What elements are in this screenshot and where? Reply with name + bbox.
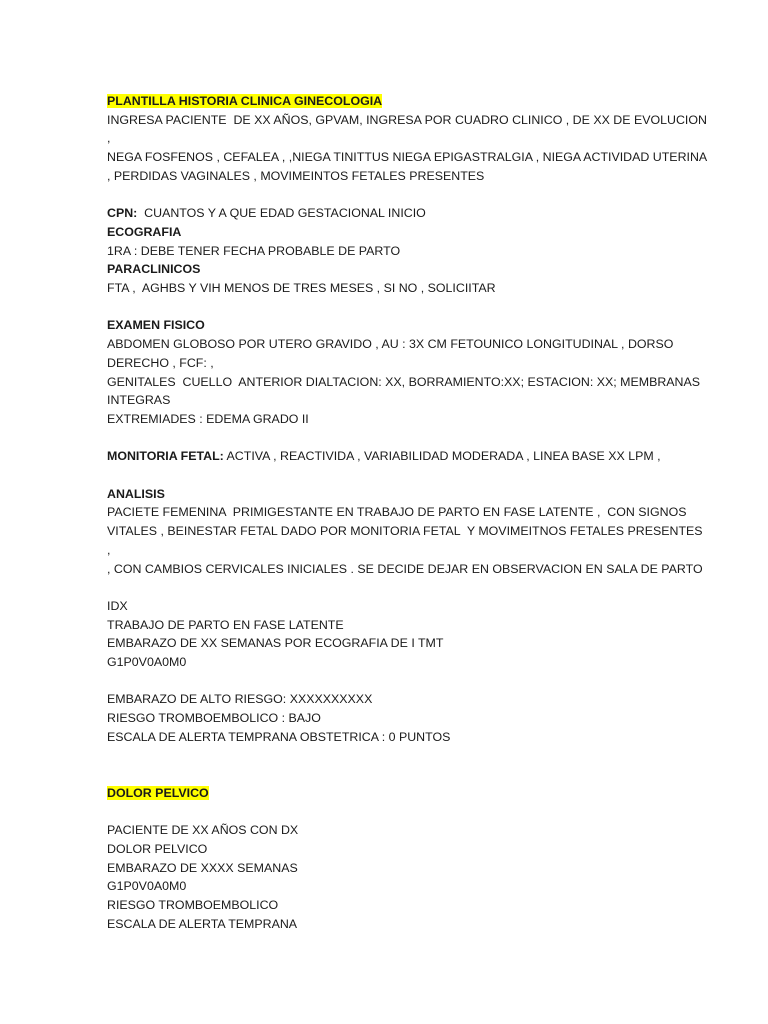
idx-line-1: IDX	[107, 598, 128, 613]
examen-label: EXAMEN FISICO	[107, 318, 205, 333]
monitoria-line	[107, 447, 708, 466]
analisis-line-2: VITALES , BEINESTAR FETAL DADO POR MONITORIA FETAL Y MOVIMEITNOS FETALES PRESENTES ,	[107, 524, 707, 557]
highlighted-title: DOLOR PELVICO	[107, 785, 209, 800]
dolor-line-3: EMBARAZO DE XXXX SEMANAS	[107, 860, 298, 875]
spacer	[107, 298, 708, 317]
examen-line-4: INTEGRAS	[107, 393, 171, 408]
dolor-line-4: G1P0V0A0M0	[107, 879, 187, 894]
cpn-line	[107, 204, 708, 223]
spacer	[107, 672, 708, 691]
examen-line-3: GENITALES CUELLO ANTERIOR DIALTACION: XX, BORRAMIENTO:XX; ESTACION: XX; MEMBRANAS	[107, 374, 701, 389]
spacer	[107, 429, 708, 448]
monitoria-text: ACTIVA , REACTIVIDA , VARIABILIDAD MODERADA , LINEA BASE XX LPM ,	[223, 449, 661, 464]
analisis-line-3: , CON CAMBIOS CERVICALES INICIALES . SE DECIDE DEJAR EN OBSERVACION EN SALA DE PARTO	[107, 561, 703, 576]
analisis-label: ANALISIS	[107, 486, 165, 501]
intro-line-2: NEGA FOSFENOS , CEFALEA , ,NIEGA TINITTUS NIEGA EPIGASTRALGIA , NIEGA ACTIVIDAD UTERINA	[107, 150, 708, 165]
heading-plantilla	[107, 92, 708, 111]
spacer	[107, 747, 708, 784]
ecografia-label: ECOGRAFIA	[107, 224, 182, 239]
examen-line-1: ABDOMEN GLOBOSO POR UTERO GRAVIDO , AU : 3X CM FETOUNICO LONGITUDINAL , DORSO	[107, 337, 674, 352]
intro-line-3: , PERDIDAS VAGINALES , MOVIMEINTOS FETALES PRESENTES	[107, 168, 485, 183]
dolor-line-1: PACIENTE DE XX AÑOS CON DX	[107, 823, 299, 838]
idx-line-3: EMBARAZO DE XX SEMANAS POR ECOGRAFIA DE I TMT	[107, 636, 444, 651]
heading-dolor-pelvico	[107, 784, 708, 803]
riesgo-line-2: RIESGO TROMBOEMBOLICO : BAJO	[107, 711, 321, 726]
paraclinicos-text: FTA , AGHBS Y VIH MENOS DE TRES MESES , SI NO , SOLICIITAR	[107, 281, 496, 296]
idx-line-4: G1P0V0A0M0	[107, 655, 187, 670]
intro-line-1: INGRESA PACIENTE DE XX AÑOS, GPVAM, INGRESA POR CUADRO CLINICO , DE XX DE EVOLUCION ,	[107, 112, 711, 146]
cpn-label: CPN:	[107, 206, 138, 221]
spacer	[107, 186, 708, 205]
highlighted-title: PLANTILLA HISTORIA CLINICA GINECOLOGIA	[107, 94, 383, 108]
dolor-line-6: ESCALA DE ALERTA TEMPRANA	[107, 916, 298, 931]
examen-line-2: DERECHO , FCF: ,	[107, 355, 214, 370]
analisis-line-1: PACIETE FEMENINA PRIMIGESTANTE EN TRABAJO DE PARTO EN FASE LATENTE , CON SIGNOS	[107, 505, 687, 520]
dolor-line-5: RIESGO TROMBOEMBOLICO	[107, 898, 279, 913]
spacer	[107, 803, 708, 822]
riesgo-line-1: EMBARAZO DE ALTO RIESGO: XXXXXXXXXX	[107, 692, 373, 707]
riesgo-line-3: ESCALA DE ALERTA TEMPRANA OBSTETRICA : 0 PUNTOS	[107, 729, 451, 744]
spacer	[107, 466, 708, 485]
paraclinicos-label: PARACLINICOS	[107, 262, 201, 277]
idx-line-2: TRABAJO DE PARTO EN FASE LATENTE	[107, 617, 344, 632]
ecografia-text: 1RA : DEBE TENER FECHA PROBABLE DE PARTO	[107, 243, 401, 258]
cpn-text: CUANTOS Y A QUE EDAD GESTACIONAL INICIO	[137, 206, 426, 221]
dolor-line-2: DOLOR PELVICO	[107, 842, 208, 856]
examen-line-5: EXTREMIADES : EDEMA GRADO II	[107, 411, 309, 426]
monitoria-label: MONITORIA FETAL:	[107, 449, 224, 464]
spacer	[107, 578, 708, 597]
